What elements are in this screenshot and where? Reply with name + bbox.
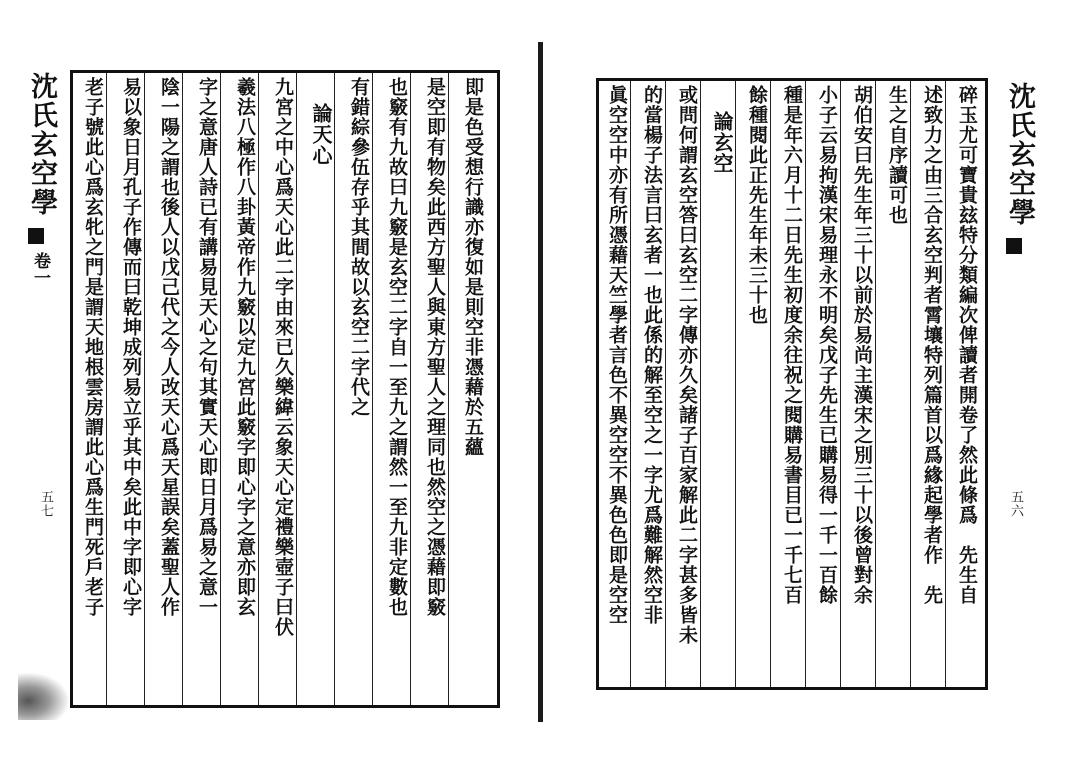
- text-column: 也竅有九故曰九竅是玄空二字自一至九之謂然一至九非定數也: [386, 77, 408, 617]
- section-heading: 論玄空: [710, 111, 734, 174]
- text-column: 小子云易拘漢宋易理永不明矣戊子先生已購易得一千一百餘: [816, 85, 838, 605]
- banner-block-mark: [1006, 238, 1022, 254]
- right-text-frame: [596, 78, 988, 690]
- text-column: 老子號此心爲玄牝之門是謂天地根雲房謂此心爲生門死戶老子: [82, 77, 104, 617]
- text-column: 易以象日月孔子作傳而曰乾坤成列易立乎其中矣此中字即心字: [120, 77, 142, 617]
- text-column: 述致力之由三合玄空判者霄壤特列篇首以爲緣起學者作 先: [921, 85, 943, 605]
- text-column: 的當楊子法言曰玄者一也此係的解至空之一字尤爲難解然空非: [641, 85, 663, 625]
- right-page-number: 五六: [1008, 490, 1023, 518]
- left-text-frame: [70, 70, 500, 708]
- section-heading: 論天心: [309, 103, 333, 166]
- text-column: 是空即有物矣此西方聖人與東方聖人之理同也然空之憑藉即竅: [424, 77, 446, 617]
- book-spine: [538, 42, 543, 722]
- text-column: 羲法八極作八卦黃帝作九竅以定九宮此竅字即心字之意亦即玄: [234, 77, 256, 617]
- banner-block-mark: [28, 228, 44, 244]
- text-column: 碎玉尤可寶貴玆特分類編次俾讀者開卷了然此條爲 先生自: [956, 85, 978, 605]
- text-column: 胡伯安曰先生年三十以前於易尚主漢宋之別三十以後曾對余: [851, 85, 873, 605]
- text-column: 有錯綜參伍存乎其間故以玄空二字代之: [348, 77, 370, 417]
- text-column: 餘種閱此正先生年未三十也: [746, 85, 768, 325]
- left-page-number: 五七: [38, 490, 53, 518]
- text-column: 九宮之中心爲天心此二字由來已久樂緯云象天心定禮樂壺子曰伏: [272, 77, 294, 637]
- text-column: 字之意唐人詩已有講易見天心之句其實天心即日月爲易之意一: [196, 77, 218, 617]
- text-column: 種是年六月十二日先生初度余往祝之閱購易書目已一千七百: [781, 85, 803, 605]
- text-column: 眞空空中亦有所憑藉天竺學者言色不異空空不異色色即是空空: [606, 85, 628, 625]
- text-column: 即是色受想行識亦復如是則空非憑藉於五蘊: [462, 77, 484, 457]
- text-column: 陰一陽之謂也後人以戊己代之今人改天心爲天星誤矣蓋聖人作: [158, 77, 180, 617]
- text-column: 生之自序讀可也: [886, 85, 908, 225]
- text-column: 或問何謂玄空答曰玄空二字傳亦久矣諸子百家解此二字甚多皆未: [676, 85, 698, 645]
- left-page-banner: 沈氏玄空學: [26, 72, 57, 217]
- right-page-banner: 沈氏玄空學: [1004, 82, 1035, 227]
- left-volume-label: 卷一: [30, 252, 50, 286]
- scan-smudge: [18, 672, 70, 720]
